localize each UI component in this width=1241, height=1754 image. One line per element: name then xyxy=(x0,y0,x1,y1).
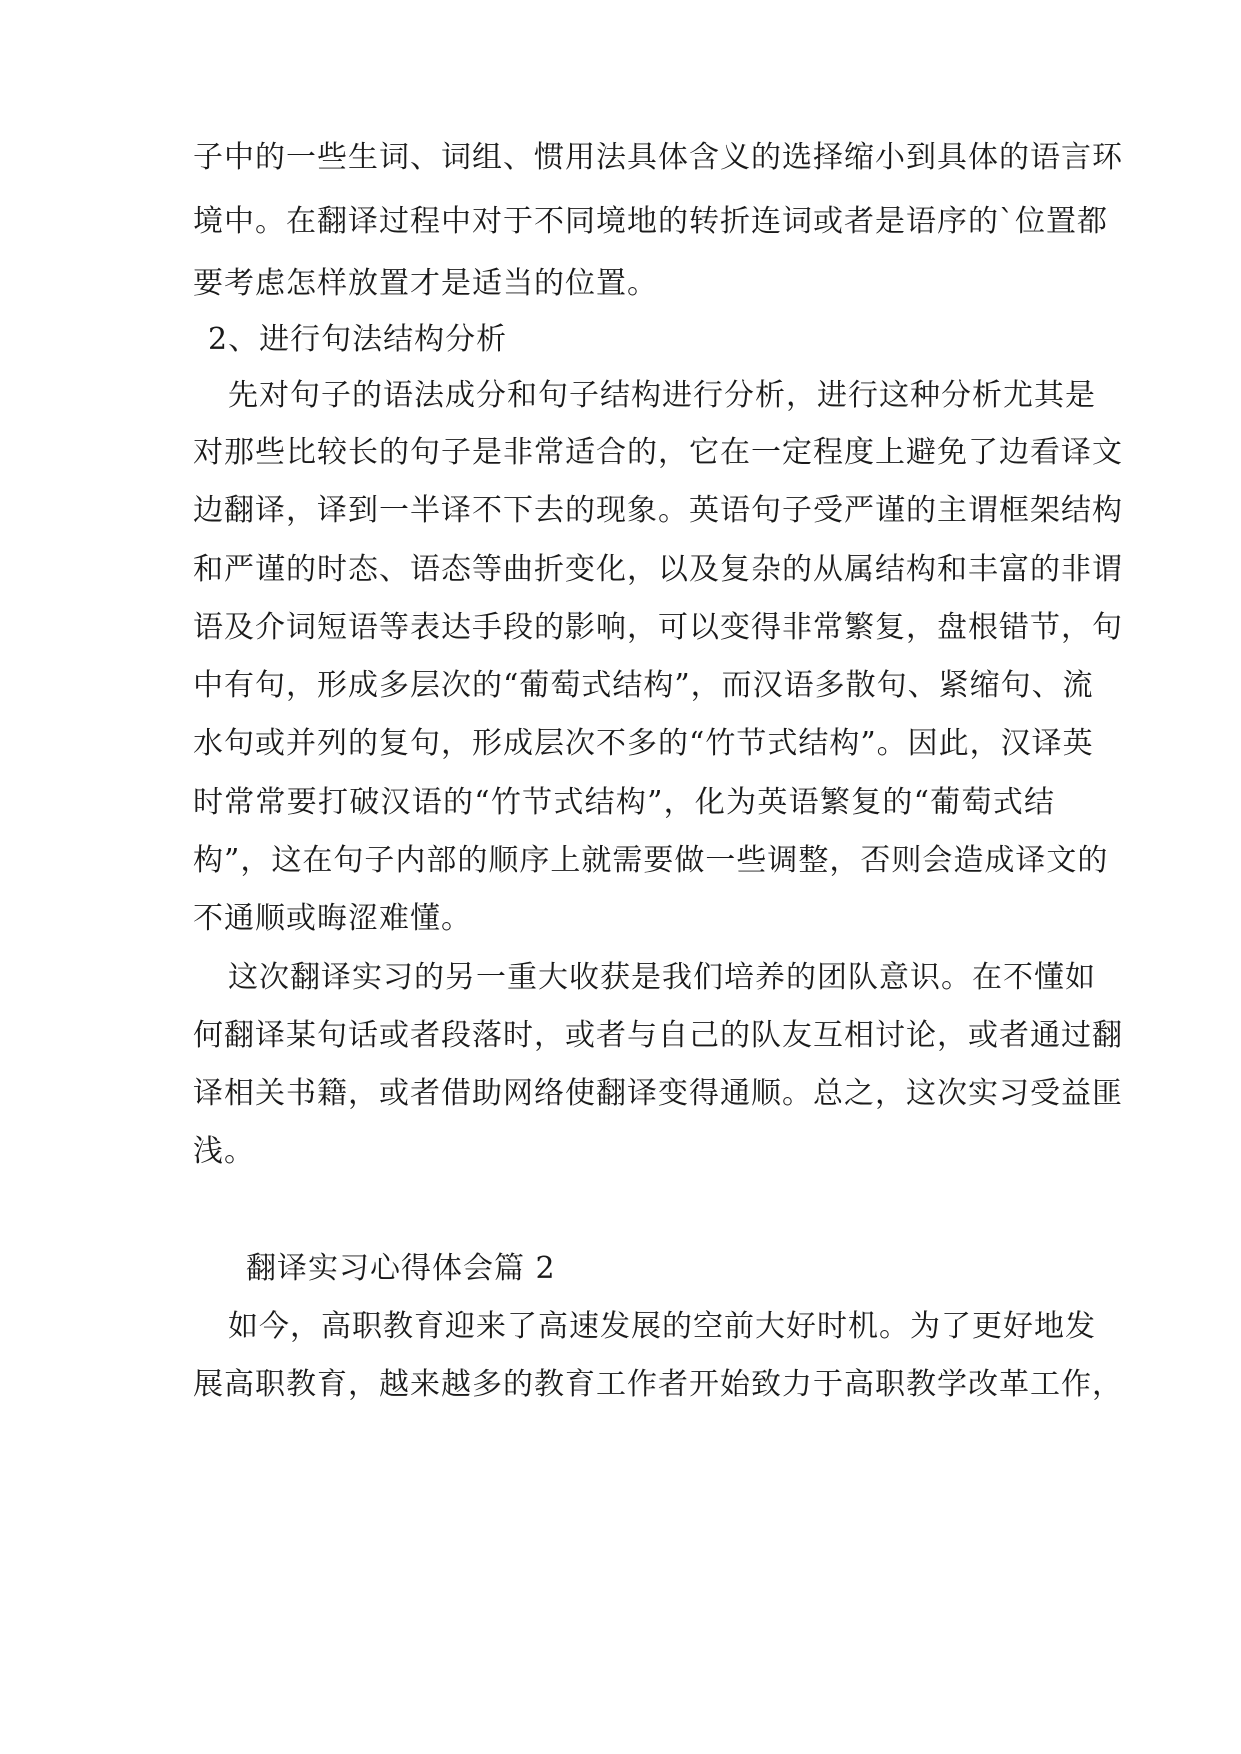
paragraph-line: 水句或并列的复句，形成层次不多的“竹节式结构”。因此，汉译英 xyxy=(193,726,1094,761)
paragraph-line: 展高职教育，越来越多的教育工作者开始致力于高职教学改革工作， xyxy=(193,1367,1123,1402)
paragraph-line: 要考虑怎样放置才是适当的位置。 xyxy=(193,266,658,301)
paragraph-line: 和严谨的时态、语态等曲折变化，以及复杂的从属结构和丰富的非谓 xyxy=(193,552,1123,587)
paragraph-line: 浅。 xyxy=(193,1134,255,1169)
paragraph-line: 译相关书籍，或者借助网络使翻译变得通顺。总之，这次实习受益匪 xyxy=(193,1076,1123,1111)
paragraph-line: 中有句，形成多层次的“葡萄式结构”，而汉语多散句、紧缩句、流 xyxy=(193,668,1094,703)
article-title: 翻译实习心得体会篇 2 xyxy=(246,1251,556,1286)
paragraph-line: 对那些比较长的句子是非常适合的，它在一定程度上避免了边看译文 xyxy=(193,435,1123,470)
paragraph-line: 如今，高职教育迎来了高速发展的空前大好时机。为了更好地发 xyxy=(228,1309,1096,1344)
paragraph-line: 语及介词短语等表达手段的影响，可以变得非常繁复，盘根错节，句 xyxy=(193,610,1123,645)
paragraph-line: 这次翻译实习的另一重大收获是我们培养的团队意识。在不懂如 xyxy=(228,960,1096,995)
section-heading: 2、进行句法结构分析 xyxy=(208,322,508,357)
paragraph-line: 时常常要打破汉语的“竹节式结构”，化为英语繁复的“葡萄式结 xyxy=(193,785,1055,820)
paragraph-line: 构”，这在句子内部的顺序上就需要做一些调整，否则会造成译文的 xyxy=(193,843,1109,878)
paragraph-line: 子中的一些生词、词组、惯用法具体含义的选择缩小到具体的语言环 xyxy=(193,140,1123,175)
paragraph-line: 何翻译某句话或者段落时，或者与自己的队友互相讨论，或者通过翻 xyxy=(193,1018,1123,1053)
paragraph-line: 边翻译，译到一半译不下去的现象。英语句子受严谨的主谓框架结构 xyxy=(193,493,1123,528)
paragraph-line: 先对句子的语法成分和句子结构进行分析，进行这种分析尤其是 xyxy=(228,378,1096,413)
paragraph-line: 境中。在翻译过程中对于不同境地的转折连词或者是语序的`位置都 xyxy=(193,204,1108,239)
paragraph-line: 不通顺或晦涩难懂。 xyxy=(193,901,472,936)
